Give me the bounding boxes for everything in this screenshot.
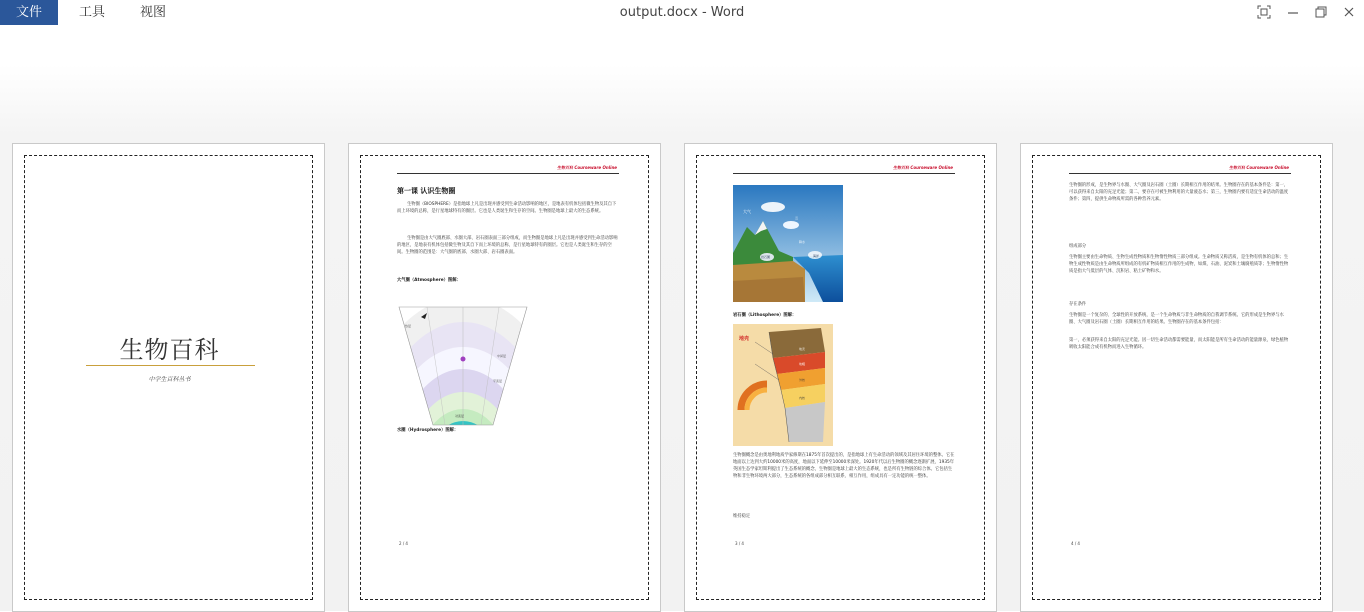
- atmosphere-label: 中间层: [497, 354, 507, 358]
- paragraph: 生物圈是一个复杂的、全球性的开放系统，是一个生命物质与非生命物质的自我调节系统。它的形成是生物界与水圈、大气圈及岩石圈（土圈）长期相互作用的结果。生物圈存在的基本条件包括：: [1069, 313, 1284, 325]
- atmosphere-diagram: [397, 287, 529, 427]
- cover-subtitle: 中学生百科丛书: [148, 376, 191, 383]
- header-rule: [397, 173, 619, 174]
- figure-caption: 大气圈（Atmosphere）图解：: [397, 278, 461, 283]
- minimize-icon[interactable]: [1285, 4, 1301, 20]
- hydro-label: 岩石圈: [761, 255, 771, 259]
- paragraph: 维持稳定: [733, 514, 751, 519]
- window-title: output.docx - Word: [619, 5, 745, 20]
- hydro-label: 大气: [743, 209, 751, 214]
- cover-title: 生物百科: [119, 336, 220, 364]
- page-number: 2 / 4: [399, 541, 408, 546]
- figure-caption: 岩石圈（Lithosphere）图解：: [733, 313, 797, 318]
- atmosphere-label: 平流层: [493, 379, 503, 383]
- hydro-label: 降水: [799, 240, 806, 244]
- page-1-cover[interactable]: [12, 143, 325, 612]
- menu-file[interactable]: 文件: [0, 0, 58, 25]
- page-3[interactable]: [684, 143, 997, 612]
- paragraph: 第一，必须获得来自太阳的充足光能。因一切生命活动都需要能量，而太阳能是所有生命活动的能量源泉，绿色植物吸收太阳能合成有机物而进入生物循环。: [1069, 338, 1289, 350]
- section-heading: 组成部分: [1069, 244, 1087, 249]
- atmosphere-label: 热层: [405, 324, 412, 328]
- page-number: 3 / 4: [735, 541, 744, 546]
- fullscreen-icon[interactable]: [1256, 4, 1272, 20]
- page-4[interactable]: [1020, 143, 1333, 612]
- hydro-label: 海洋: [813, 254, 820, 258]
- paragraph: 生物圈主要由生命物质、生物生成性物质和生物惰性物质三部分组成。生命物质又称活质，是生物有机体的总和；生物生成性物质是由生命物质所组成的有机矿物质相互作用的生成物，如煤、石油、泥炭和土壤腐殖质等；生物惰性物质是指大气低层的气体、沉积岩、粘土矿物和水。: [1069, 255, 1289, 274]
- paragraph: 生物圈的形成，是生物界与水圈、大气圈及岩石圈（土圈）长期相互作用的结果。生物圈存在的基本条件是：第一，可以获得来自太阳的充足光能；第二，要存在可被生物利用的大量液态水；第三，生物圈内要有适宜生命活动的温度条件；第四，提供生命物质所需的各种营养元素。: [1069, 183, 1289, 202]
- litho-label: 地幔: [799, 362, 806, 366]
- section-heading: 存在条件: [1069, 302, 1087, 307]
- paragraph: 生物圈（BIOSPHERE）是指地球上凡是出现并感受到生命活动影响的地区，是地表有机体包括微生物及其自下而上环境的总称，是行星地球特有的圈层。它也是人类诞生和生存的空间。生物圈是地球上最大的生态系统。: [397, 202, 617, 214]
- lithosphere-image: [733, 324, 833, 446]
- page-border: [1032, 155, 1321, 600]
- litho-title: 地壳: [739, 336, 750, 342]
- menu-tools[interactable]: 工具: [79, 5, 106, 20]
- page-number: 4 / 4: [1071, 541, 1080, 546]
- header-logo: 生物百科 Courseware Online: [1229, 165, 1290, 170]
- paragraph: 生物圈是由大气圈底部、水圈大部、岩石圈表面三部分组成，而生物圈是地球上凡是出现并感受到生命活动影响的地区，是地表有机体包括微生物及其自下而上环境的总称，是行星地球特有的圈层。它也是人类诞生和生存的空间。生物圈的范围是：大气圈的底部、水圈大部、岩石圈表面。: [397, 236, 618, 255]
- lesson-title: 第一课 认识生物圈: [397, 187, 456, 195]
- paragraph: 生物圈概念是由奥地利地质学家修斯在1875年首次提出的，是指地球上有生命活动的领域及其居住环境的整体。它在地面以上达到大约10000米的高度，地面以下延伸至10000米深处。1920年代以后生物圈的概念逐渐扩展，1935年英国生态学家坦斯利提出了生态系统的概念，生物圈是地球上最大的生态系统，也是所有生物链的综合体。它包括生物和非生物环境两大部分，生态系统的各组成部分相互联系、相互作用，组成具有一定功能的统一整体。: [733, 453, 955, 479]
- title-bar: [0, 0, 1364, 25]
- restore-icon[interactable]: [1313, 4, 1329, 20]
- hydrosphere-image: [733, 185, 843, 302]
- close-icon[interactable]: [1341, 4, 1357, 20]
- litho-label: 内核: [799, 396, 806, 400]
- hydro-label: 云: [795, 216, 799, 220]
- header-rule: [1069, 173, 1291, 174]
- figure-caption: 水圈（Hydrosphere）图解：: [397, 428, 459, 433]
- cover-rule: [86, 365, 255, 366]
- page-2[interactable]: [348, 143, 661, 612]
- header-logo: 生物百科 Courseware Online: [557, 165, 618, 170]
- header-rule: [733, 173, 955, 174]
- litho-label: 外核: [799, 378, 806, 382]
- document-workspace[interactable]: [0, 25, 1364, 611]
- atmosphere-label: 对流层: [455, 414, 465, 418]
- header-logo: 生物百科 Courseware Online: [893, 165, 954, 170]
- menu-view[interactable]: 视图: [140, 5, 167, 20]
- litho-label: 地壳: [799, 347, 806, 351]
